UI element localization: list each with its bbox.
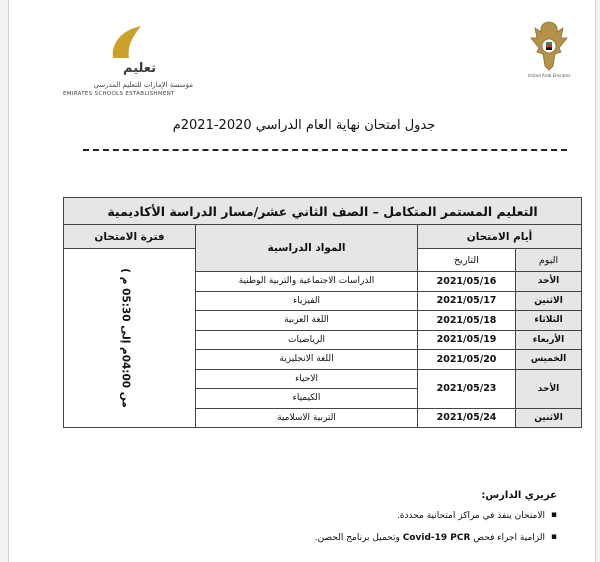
esm-logo-text: تعليم [123,61,157,76]
subject-cell: الدراسات الاجتماعية والتربية الوطنية [196,272,418,292]
table-title: التعليم المستمر المتكامل – الصف الثاني عشر/مسار الدراسة الأكاديمية [64,198,582,225]
header-date: التاريخ [418,249,516,272]
note-item: ▪ الامتحان ينفذ في مراكز امتحانية محددة. [57,511,557,521]
date-cell: 2021/05/24 [418,408,516,428]
subject-cell: الكيمياء [196,389,418,409]
exam-schedule-table [63,197,582,428]
date-cell: 2021/05/19 [418,330,516,350]
day-cell: الأربعاء [516,330,582,350]
date-cell: 2021/05/18 [418,311,516,331]
esm-logo [57,18,207,97]
day-cell: الأحد [516,369,582,408]
note-text: وتحميل برنامج الحصن. [314,533,400,543]
subject-cell: الاحياء [196,369,418,389]
day-cell: الثلاثاء [516,311,582,331]
subject-cell: التربية الاسلامية [196,408,418,428]
date-cell: 2021/05/20 [418,350,516,370]
exam-period-cell [64,249,196,428]
uae-caption: United Arab Emirates [527,73,571,78]
subject-cell: الرياضيات [196,330,418,350]
note-text: الزامية اجراء فحص [473,533,545,543]
header-subjects: المواد الدراسية [196,225,418,272]
subject-cell: اللغة العربية [196,311,418,331]
subject-cell: الفيزياء [196,291,418,311]
notes-section [57,490,557,555]
date-cell: 2021/05/17 [418,291,516,311]
day-cell: الخميس [516,350,582,370]
dashed-divider [83,149,567,151]
subject-cell: اللغة الانجليزية [196,350,418,370]
day-cell: الاثنين [516,408,582,428]
esm-name-ar: مؤسسة الإمارات للتعليم المدرسي [93,81,193,89]
date-cell: 2021/05/16 [418,272,516,292]
header-day: اليوم [516,249,582,272]
note-test-name: Covid-19 PCR [402,533,471,543]
note-item [57,533,557,543]
day-cell: الأحد [516,272,582,292]
esm-mark-icon [107,22,147,62]
header-exam-days: أيام الامتحان [418,225,582,249]
exam-period-text: من 04:00م إلى 05:30 م ) [119,268,132,408]
document-title: جدول امتحان نهاية العام الدراسي 2020-2021م [172,118,436,133]
notes-heading: عزيزي الدارس: [481,490,557,501]
header-period: فترة الامتحان [64,225,196,249]
day-cell: الاثنين [516,291,582,311]
date-cell: 2021/05/23 [418,369,516,408]
uae-emblem-icon [527,18,571,72]
document-page [8,0,596,562]
esm-name-en: EMIRATES SCHOOLS ESTABLISHMENT [63,91,175,97]
